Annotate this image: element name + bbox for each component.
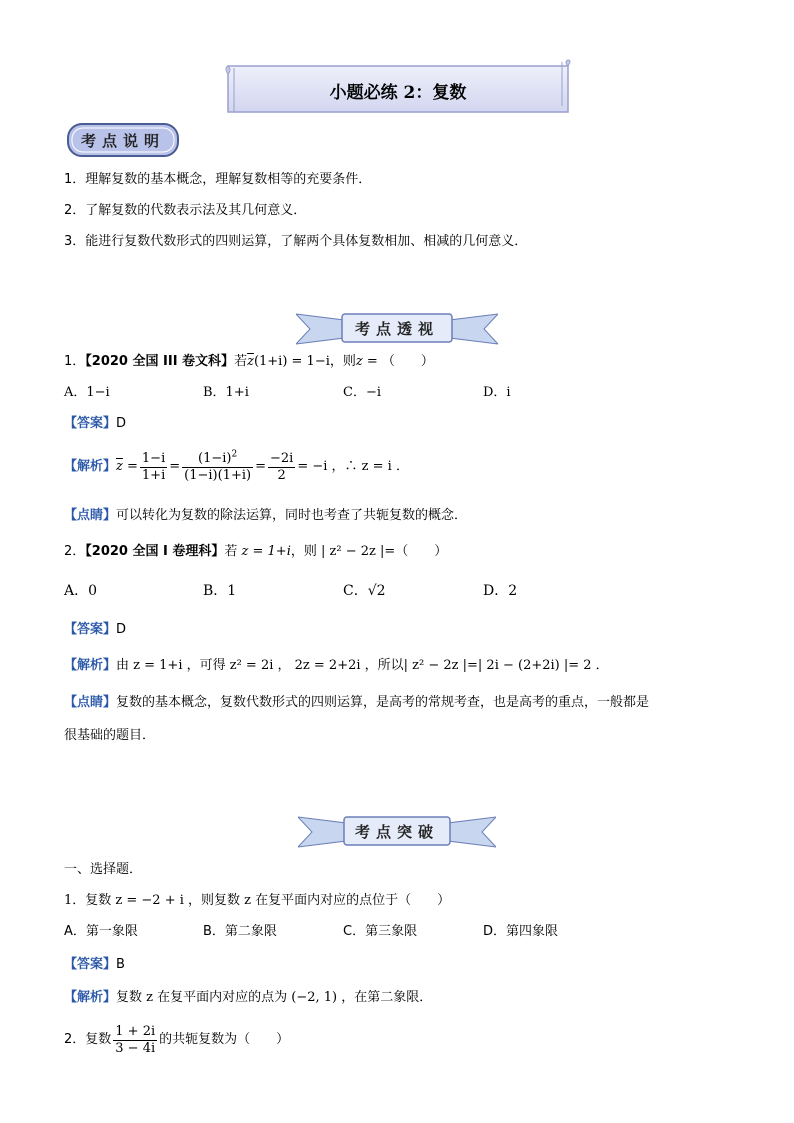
q1-option-b: B．1+i xyxy=(203,385,249,400)
point-1: 1．理解复数的基本概念，理解复数相等的充要条件． xyxy=(64,172,372,187)
q2-option-a: A．0 xyxy=(64,583,98,599)
q2-stem: 2．【2020 全国 I 卷理科】若 z = 1+i，则 | z² − 2z |=（ ） xyxy=(64,544,448,559)
q1-stem: 1．【2020 全国 III 卷文科】若$\overline{z}(1+i) = 1-i$，则z = （ ） xyxy=(64,354,434,369)
p1-option-a: A．第一象限 xyxy=(64,924,138,939)
q2-answer: 【答案】D xyxy=(64,622,127,637)
section-badge-perspective: 考点透视 xyxy=(296,310,498,346)
section-badge-explanation: 考点说明 xyxy=(66,122,180,158)
q1-option-c: C．−i xyxy=(343,385,381,400)
q1-option-a: A．1−i xyxy=(64,385,110,400)
point-2: 2．了解复数的代数表示法及其几何意义． xyxy=(64,203,307,218)
q1-comment: 【点睛】可以转化为复数的除法运算，同时也考查了共轭复数的概念． xyxy=(64,508,468,523)
section-badge-breakthrough: 考点突破 xyxy=(298,813,496,849)
q1-option-d: D．i xyxy=(483,385,511,400)
q2-option-d: D．2 xyxy=(483,583,518,599)
p1-option-c: C．第三象限 xyxy=(343,924,418,939)
q2-option-b: B．1 xyxy=(203,583,237,599)
p2-stem: 2．复数 $\frac{1 + 2i}{3 - 4i}$ 的共轭复数为（ ） xyxy=(64,1023,290,1056)
q2-comment-line1: 【点睛】复数的基本概念，复数代数形式的四则运算，是高考的常规考查，也是高考的重点，一般都是 xyxy=(64,695,650,710)
title-ribbon xyxy=(222,58,574,118)
p1-option-b: B．第二象限 xyxy=(203,924,277,939)
q1-answer: 【答案】D xyxy=(64,416,127,431)
p1-stem: 1．复数 z = −2 + i ，则复数 z 在复平面内对应的点位于（ ） xyxy=(64,893,451,908)
point-3: 3．能进行复数代数形式的四则运算，了解两个具体复数相加、相减的几何意义． xyxy=(64,234,528,249)
q2-option-c: C．√2 xyxy=(343,583,386,599)
q1-analysis: 【解析】 $\overline{z}$ = $\frac{1-i}{1+i}$ = $\frac{(1-i)^2}{(1-i)(1+i)}$ = $\frac{-2i}{2}$ = −i ，∴ z = i ． xyxy=(64,449,409,483)
p1-answer: 【答案】B xyxy=(64,957,125,972)
section3-heading: 一、选择题． xyxy=(64,862,143,877)
page-title: 小题必练 2：复数 xyxy=(329,83,467,103)
q2-analysis: 【解析】由 z = 1+i ，可得 z² = 2i ， 2z = 2+2i ，所以| z² − 2z |=| 2i − (2+2i) |= 2 ． xyxy=(64,658,609,673)
p1-analysis: 【解析】复数 z 在复平面内对应的点为 (−2, 1) ，在第二象限． xyxy=(64,990,433,1005)
p1-option-d: D．第四象限 xyxy=(483,924,559,939)
q2-comment-line2: 很基础的题目． xyxy=(64,728,156,743)
